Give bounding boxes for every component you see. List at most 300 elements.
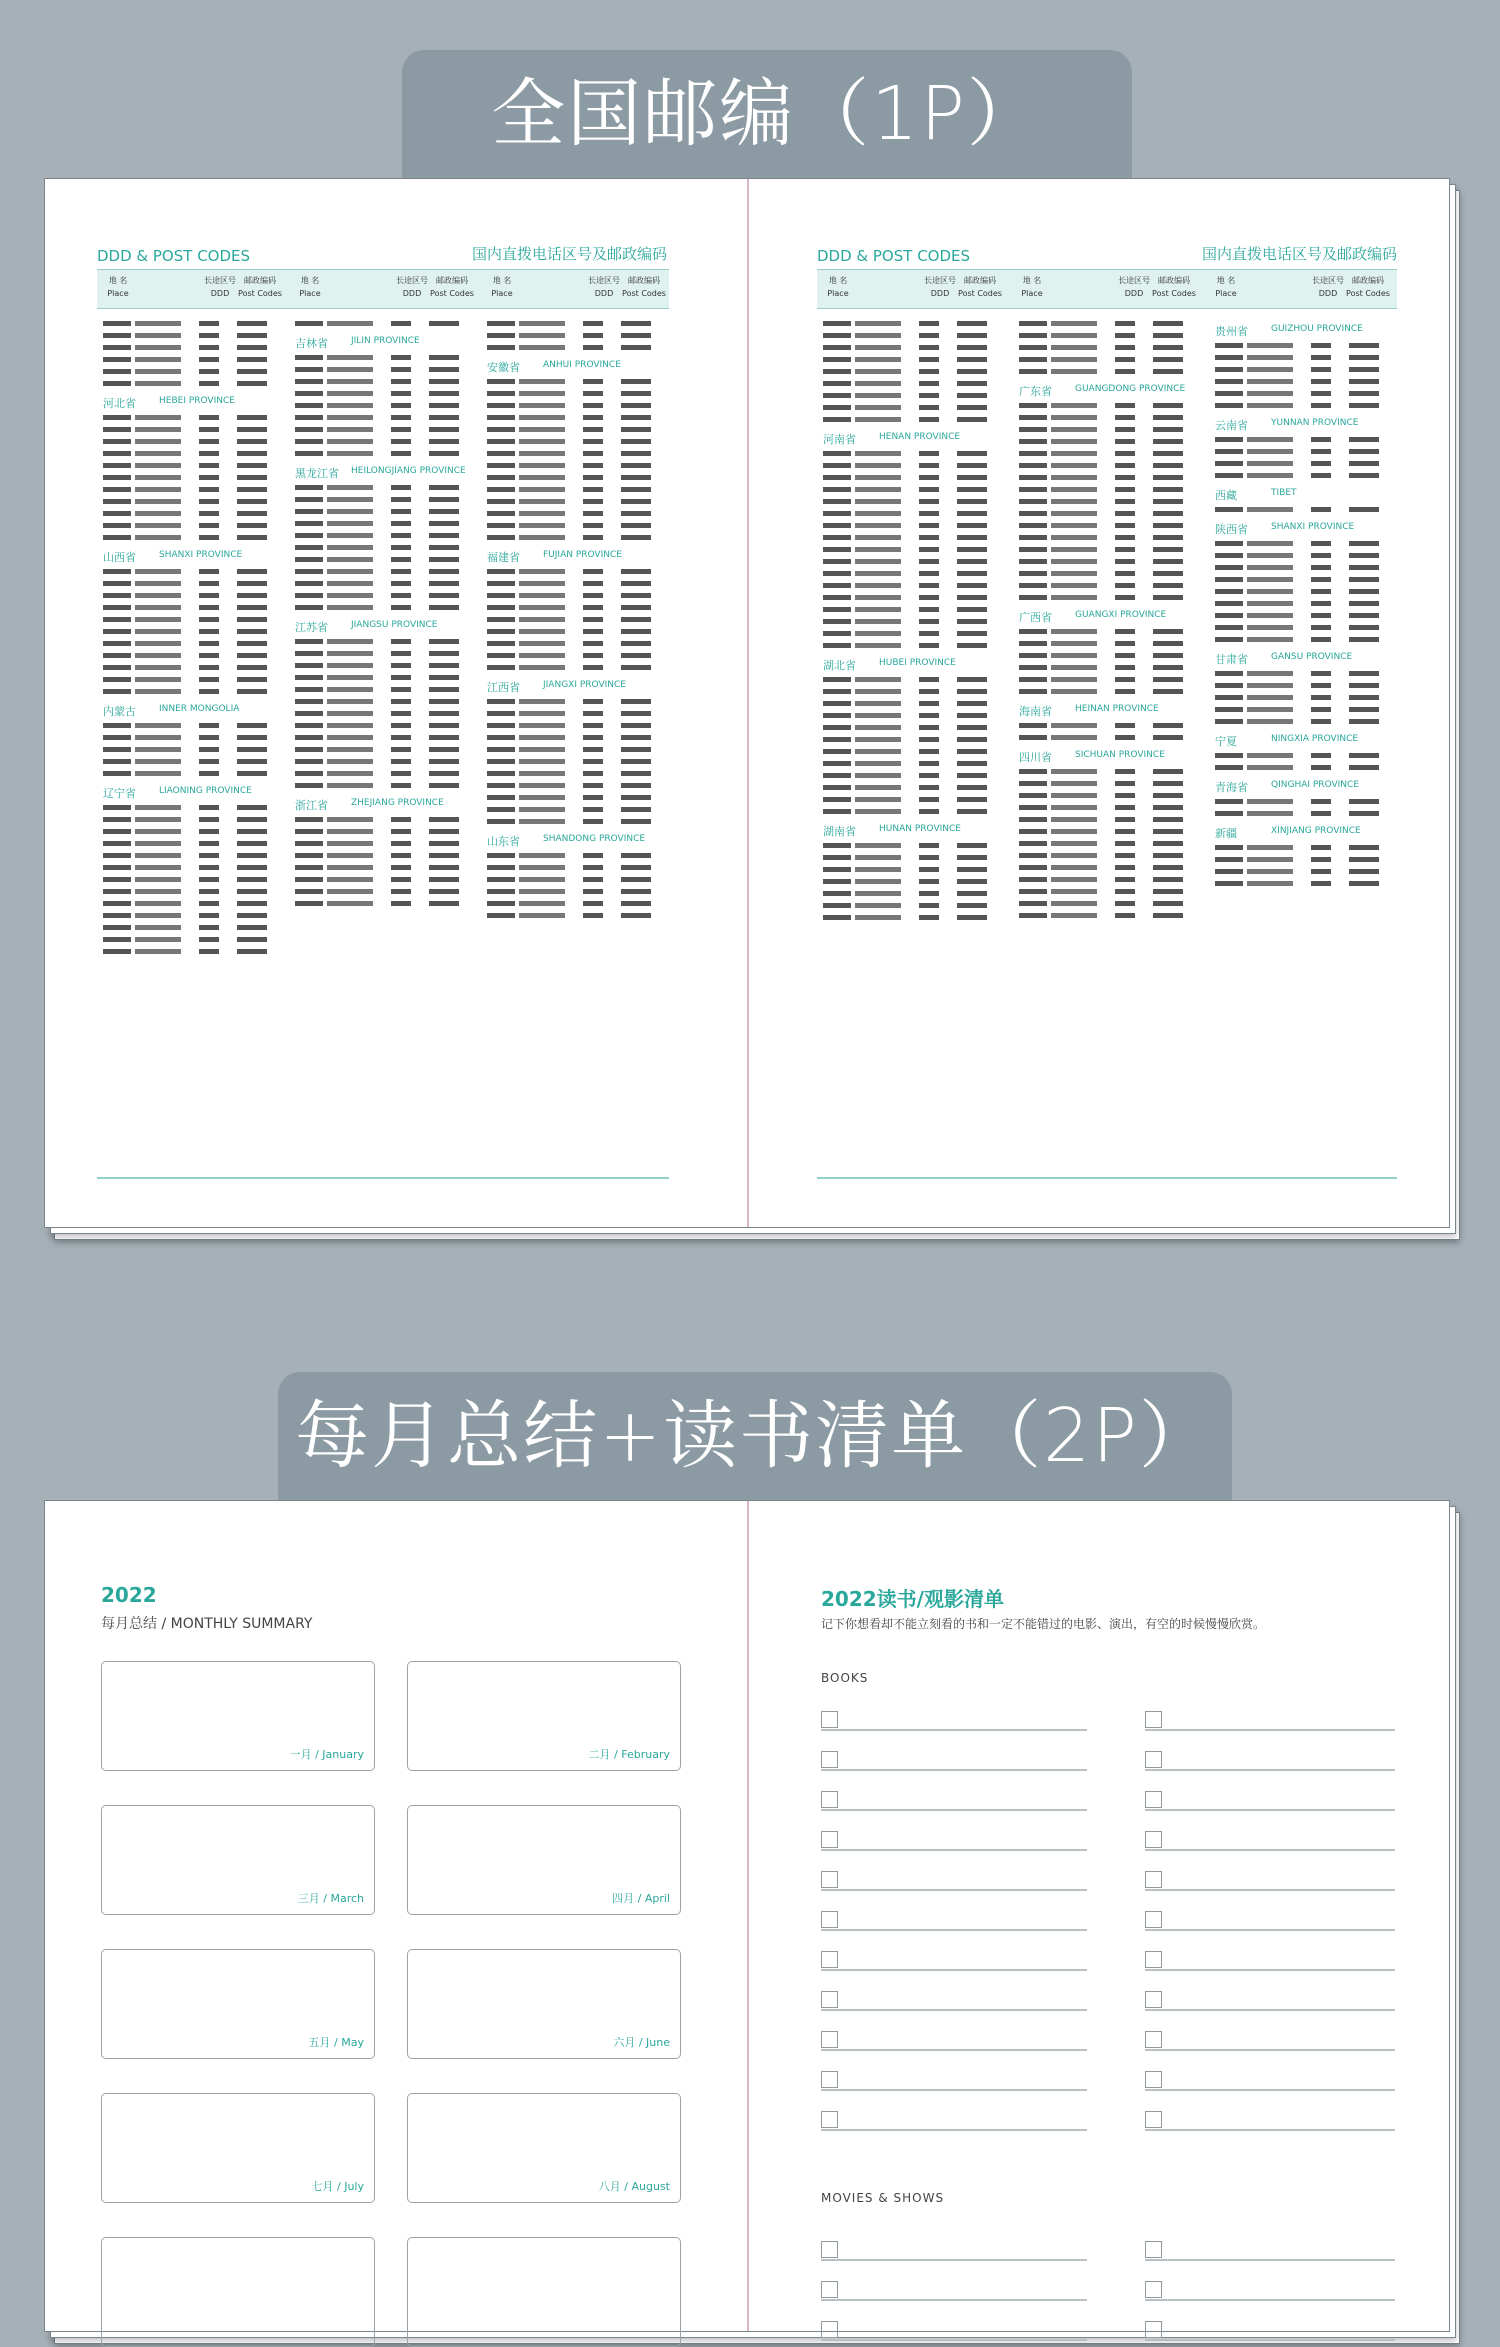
postal-row [1013,459,1203,471]
postal-entry-text [487,699,515,704]
postal-row [817,639,1007,651]
postal-entry-text [103,415,131,420]
postal-entry-text [391,451,411,456]
checkbox[interactable] [1145,1991,1162,2008]
postal-row [481,649,671,661]
postal-entry-text [487,427,515,432]
month-box[interactable] [101,2237,375,2347]
postal-row [1209,853,1399,865]
postal-entry-text [295,569,323,574]
write-line[interactable] [821,1929,1087,1931]
postal-entry-text [957,381,987,386]
checkbox[interactable] [821,2281,838,2298]
postal-column [97,317,287,957]
postal-entry-text [1349,461,1379,466]
postal-row [481,909,671,921]
write-line[interactable] [1145,2129,1395,2131]
province-heading [481,673,671,695]
month-box[interactable] [101,1805,375,1915]
checkbox[interactable] [1145,1911,1162,1928]
month-box[interactable] [407,1661,681,1771]
postal-entry-text [199,345,219,350]
postal-entry-text [295,699,323,704]
postal-entry-text [519,653,565,658]
postal-entry-text [583,415,603,420]
postal-column [289,317,479,909]
checkbox[interactable] [821,2111,838,2128]
checkbox[interactable] [1145,1871,1162,1888]
write-line[interactable] [821,1809,1087,1811]
postal-row [817,757,1007,769]
checkbox[interactable] [821,1951,838,1968]
postal-entry-text [957,487,987,492]
postal-entry-text [103,841,131,846]
write-line[interactable] [1145,1729,1395,1731]
postal-row [817,447,1007,459]
postal-entry-text [487,605,515,610]
postal-entry-text [1153,345,1183,350]
postal-row [817,733,1007,745]
postal-row [817,887,1007,899]
postal-entry-text [519,427,565,432]
postal-entry-text [199,511,219,516]
month-box[interactable] [407,1805,681,1915]
postal-entry-text [103,475,131,480]
postal-entry-text [1311,765,1331,770]
postal-entry-text [1215,765,1243,770]
write-line[interactable] [1145,1929,1395,1931]
postal-entry-text [295,651,323,656]
checkbox[interactable] [821,1791,838,1808]
checkbox[interactable] [1145,1751,1162,1768]
month-label: 一月 / January [289,1748,364,1761]
postal-row [289,861,479,873]
postal-entry-text [1153,877,1183,882]
postal-entry-text [957,619,987,624]
write-line[interactable] [821,2129,1087,2131]
postal-entry-text [429,485,459,490]
province-heading [1209,317,1399,339]
postal-entry-text [429,497,459,502]
write-line[interactable] [821,1769,1087,1771]
postal-row [1209,667,1399,679]
postal-entry-text [1115,487,1135,492]
postal-entry-text [135,569,181,574]
postal-entry-text [1051,369,1097,374]
postal-entry-text [237,901,267,906]
checkbox[interactable] [821,1831,838,1848]
write-line[interactable] [821,2049,1087,2051]
province-heading [481,543,671,565]
postal-row [1209,715,1399,727]
postal-entry-text [199,653,219,658]
postal-entry-text [621,641,651,646]
postal-entry-text [919,511,939,516]
column-header-label: 长途区号 DDD [924,276,956,298]
postal-entry-text [199,321,219,326]
postal-entry-text [135,817,181,822]
postal-row [481,411,671,423]
postal-entry-text [1215,695,1243,700]
postal-section-tab: 全国邮编（1P） [402,50,1132,178]
postal-entry-text [1153,781,1183,786]
postal-entry-text [621,913,651,918]
postal-entry-text [1051,793,1097,798]
postal-entry-text [823,785,851,790]
postal-entry-text [391,889,411,894]
postal-entry-text [519,415,565,420]
postal-entry-text [919,369,939,374]
postal-row [1013,519,1203,531]
postal-entry-text [1215,541,1243,546]
postal-entry-text [1153,357,1183,362]
postal-row [289,493,479,505]
postal-row [1209,621,1399,633]
postal-entry-text [1153,487,1183,492]
write-line[interactable] [1145,1849,1395,1851]
checkbox[interactable] [1145,2031,1162,2048]
postal-row [289,351,479,363]
postal-entry-text [519,759,565,764]
postal-entry-text [583,901,603,906]
postal-entry-text [1247,461,1293,466]
postal-entry-text [1311,541,1331,546]
postal-entry-text [1115,781,1135,786]
postal-entry-text [1115,403,1135,408]
postal-row [97,613,287,625]
postal-entry-text [487,463,515,468]
postal-entry-text [1051,571,1097,576]
postal-entry-text [237,333,267,338]
postal-entry-text [1019,547,1047,552]
postal-entry-text [103,901,131,906]
postal-entry-text [391,699,411,704]
postal-entry-text [1215,379,1243,384]
month-box[interactable] [101,2093,375,2203]
write-line[interactable] [821,2089,1087,2091]
postal-entry-text [327,723,373,728]
write-line[interactable] [1145,1889,1395,1891]
postal-row [1209,537,1399,549]
postal-entry-text [237,913,267,918]
postal-column [817,317,1007,923]
postal-row [481,719,671,731]
postal-entry-text [237,677,267,682]
postal-entry-text [429,415,459,420]
checkbox[interactable] [1145,1711,1162,1728]
write-line[interactable] [821,1729,1087,1731]
province-heading [1013,697,1203,719]
postal-entry-text [1051,913,1097,918]
postal-entry-text [1115,475,1135,480]
postal-entry-text [429,391,459,396]
postal-entry-text [957,785,987,790]
postal-row [97,767,287,779]
postal-row [481,815,671,827]
postal-entry-text [391,367,411,372]
postal-entry-text [1019,793,1047,798]
postal-entry-text [855,523,901,528]
checkbox[interactable] [821,2241,838,2258]
postal-row [97,471,287,483]
postal-entry-text [199,817,219,822]
write-line[interactable] [1145,1809,1395,1811]
write-line[interactable] [1145,2009,1395,2011]
write-line[interactable] [1145,2299,1395,2301]
postal-entry-text [621,321,651,326]
postal-row [481,435,671,447]
checkbox[interactable] [1145,1831,1162,1848]
postal-row [1209,749,1399,761]
postal-entry-text [237,439,267,444]
postal-entry-text [1153,665,1183,670]
postal-entry-text [429,581,459,586]
postal-column [1013,317,1203,921]
postal-entry-text [1115,689,1135,694]
postal-entry-text [583,795,603,800]
postal-row [97,577,287,589]
summary-section-tab: 每月总结+读书清单（2P） [278,1372,1232,1500]
column-header-label: 长途区号 DDD [1312,276,1344,298]
postal-entry-text [199,853,219,858]
postal-row [1209,503,1399,515]
postal-entry-text [919,571,939,576]
postal-entry-text [135,665,181,670]
postal-row [289,767,479,779]
postal-entry-text [957,891,987,896]
checkbox[interactable] [1145,2241,1162,2258]
province-heading [1013,743,1203,765]
postal-entry-text [295,415,323,420]
postal-entry-text [823,809,851,814]
postal-entry-text [919,867,939,872]
postal-entry-text [519,699,565,704]
postal-entry-text [1349,541,1379,546]
postal-entry-text [1153,511,1183,516]
postal-entry-text [919,381,939,386]
postal-entry-text [583,853,603,858]
postal-entry-text [1247,589,1293,594]
postal-entry-text [135,913,181,918]
postal-entry-text [957,535,987,540]
month-box[interactable] [101,1661,375,1771]
checkbox[interactable] [821,1711,838,1728]
checkbox[interactable] [1145,2281,1162,2298]
province-heading [1209,773,1399,795]
postal-row [481,707,671,719]
postal-entry-text [1051,769,1097,774]
checkbox[interactable] [821,1871,838,1888]
month-box[interactable] [407,2093,681,2203]
postal-entry-text [237,381,267,386]
postal-entry-text [957,903,987,908]
postal-entry-text [1247,869,1293,874]
postal-entry-text [487,723,515,728]
write-line[interactable] [1145,2049,1395,2051]
checkbox[interactable] [1145,2111,1162,2128]
postal-entry-text [1215,355,1243,360]
postal-entry-text [237,949,267,954]
postal-entry-text [1247,343,1293,348]
postal-row [1209,597,1399,609]
column-header-label: 长途区号 DDD [396,276,428,298]
postal-row [481,375,671,387]
postal-entry-text [1247,637,1293,642]
postal-entry-text [391,403,411,408]
postal-row [1013,873,1203,885]
write-line[interactable] [821,2339,1087,2341]
month-box[interactable] [101,1949,375,2059]
checkbox[interactable] [821,1911,838,1928]
postal-entry-text [1019,415,1047,420]
postal-entry-text [1153,427,1183,432]
write-line[interactable] [1145,2089,1395,2091]
postal-row [289,577,479,589]
postal-entry-text [1115,535,1135,540]
postal-entry-text [199,569,219,574]
postal-entry-text [487,321,515,326]
postal-entry-text [1349,343,1379,348]
checkbox[interactable] [1145,2321,1162,2338]
checkbox[interactable] [1145,1791,1162,1808]
postal-entry-text [919,689,939,694]
postal-entry-text [919,559,939,564]
postal-entry-text [1019,571,1047,576]
postal-entry-text [519,807,565,812]
postal-entry-text [487,641,515,646]
postal-entry-text [583,759,603,764]
postal-entry-text [327,841,373,846]
postal-row [1013,909,1203,921]
checkbox[interactable] [821,2031,838,2048]
province-heading [289,613,479,635]
province-name-cn: 福建省 [487,551,520,564]
province-name-en: GANSU PROVINCE [1271,652,1353,662]
write-line[interactable] [821,1889,1087,1891]
postal-entry-text [487,901,515,906]
postal-row [97,601,287,613]
postal-row [97,649,287,661]
postal-entry-text [1019,463,1047,468]
checkbox[interactable] [821,1991,838,2008]
checkbox[interactable] [1145,1951,1162,1968]
postal-entry-text [855,855,901,860]
write-line[interactable] [1145,2339,1395,2341]
month-box[interactable] [407,1949,681,2059]
postal-entry-text [295,533,323,538]
postal-entry-text [919,643,939,648]
postal-entry-text [1247,507,1293,512]
province-heading [481,827,671,849]
postal-entry-text [1019,677,1047,682]
write-line[interactable] [821,1849,1087,1851]
postal-entry-text [957,463,987,468]
postal-row [481,459,671,471]
postal-entry-text [199,677,219,682]
postal-row [289,375,479,387]
postal-entry-text [237,829,267,834]
postal-row [289,837,479,849]
postal-row [817,531,1007,543]
postal-row [97,625,287,637]
postal-entry-text [1115,677,1135,682]
postal-entry-text [295,747,323,752]
postal-entry-text [199,901,219,906]
postal-entry-text [855,891,901,896]
postal-entry-text [237,321,267,326]
month-box[interactable] [407,2237,681,2347]
postal-entry-text [487,795,515,800]
postal-row [1013,483,1203,495]
write-line[interactable] [821,2009,1087,2011]
write-line[interactable] [1145,1769,1395,1771]
postal-entry-text [199,771,219,776]
province-name-en: GUIZHOU PROVINCE [1271,324,1363,334]
postal-row [1209,585,1399,597]
postal-entry-text [237,535,267,540]
province-heading [289,329,479,351]
postal-entry-text [135,889,181,894]
write-line[interactable] [1145,2259,1395,2261]
postal-entry-text [583,865,603,870]
postal-row [289,897,479,909]
checkbox[interactable] [821,2071,838,2088]
postal-entry-text [487,735,515,740]
write-line[interactable] [821,1969,1087,1971]
postal-entry-text [919,737,939,742]
postal-entry-text [429,853,459,858]
postal-entry-text [199,369,219,374]
postal-entry-text [1247,565,1293,570]
postal-entry-text [957,595,987,600]
postal-entry-text [1153,595,1183,600]
postal-entry-text [957,357,987,362]
postal-row [289,707,479,719]
postal-entry-text [135,581,181,586]
postal-entry-text [1311,881,1331,886]
postal-entry-text [1051,511,1097,516]
postal-entry-text [1115,865,1135,870]
postal-entry-text [391,533,411,538]
checkbox[interactable] [821,2321,838,2338]
postal-entry-text [1153,829,1183,834]
postal-entry-text [919,809,939,814]
write-line[interactable] [1145,1969,1395,1971]
province-name-en: JIANGSU PROVINCE [351,620,438,630]
checkbox[interactable] [821,1751,838,1768]
checkbox[interactable] [1145,2071,1162,2088]
postal-row [1013,555,1203,567]
postal-entry-text [855,583,901,588]
postal-entry-text [103,511,131,516]
postal-entry-text [1153,793,1183,798]
postal-entry-text [1051,805,1097,810]
write-line[interactable] [821,2299,1087,2301]
postal-entry-text [1051,547,1097,552]
postal-entry-text [1115,511,1135,516]
postal-entry-text [199,381,219,386]
postal-entry-text [919,595,939,600]
postal-entry-text [295,853,323,858]
postal-entry-text [295,497,323,502]
postal-entry-text [855,737,901,742]
postal-entry-text [1115,357,1135,362]
write-line[interactable] [821,2259,1087,2261]
postal-row [817,567,1007,579]
postal-entry-text [199,333,219,338]
postal-entry-text [823,677,851,682]
postal-row [817,507,1007,519]
